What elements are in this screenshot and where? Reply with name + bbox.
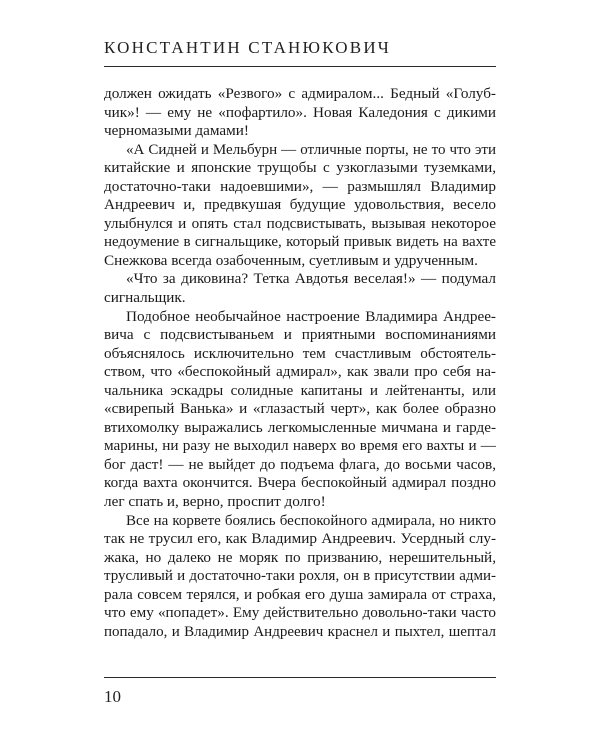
text-line: марины, ни разу не выходил наверх во время его вахты и — bbox=[104, 437, 496, 455]
text-line: недоумение в сигнальщике, который привык видеть на вахте bbox=[104, 234, 496, 251]
text-line: Все на корвете боялись беспокойного адмирала, но никто bbox=[126, 512, 496, 529]
text-line: Подобное необычайное настроение Владимира Андрее- bbox=[126, 307, 496, 325]
text-line: бог даст! — не выйдет до подъема флага, до восьми часов, bbox=[104, 455, 496, 473]
text-line: должен ожидать «Резвого» с адмиралом... Бедный «Голуб- bbox=[104, 85, 496, 102]
text-line: Андреевич и, предвкушая будущие удовольствия, весело bbox=[104, 196, 496, 214]
text-line: трусливый и достаточно-таки рохля, он в присутствии адми- bbox=[104, 568, 496, 585]
text-line: «А Сидней и Мельбурн — отличные порты, не то что эти bbox=[126, 141, 496, 158]
text-line: чик»! — ему не «пофартило». Новая Каледония с дикими bbox=[104, 103, 496, 121]
page-number: 10 bbox=[104, 687, 121, 706]
text-line: китайские и японские трущобы с узкоглазыми туземками, bbox=[104, 159, 496, 177]
text-line: так не трусил его, как Владимир Андреевич. Усердный слу- bbox=[104, 530, 496, 548]
text-line: черномазыми дамами! bbox=[104, 122, 249, 140]
text-line: объяснялось исключительно тем счастливым обстоятель- bbox=[104, 344, 496, 362]
text-line: «Что за диковина? Тетка Авдотья веселая!» — подумал bbox=[126, 270, 496, 288]
text-line: рала совсем терялся, и робкая его душа замирала от страха, bbox=[104, 585, 496, 603]
text-line: ством, что «беспокойный адмирал», как звали про себя на- bbox=[104, 363, 496, 381]
text-line: Снежкова всегда озабоченным, суетливым и удрученным. bbox=[104, 251, 478, 269]
text-line: попадало, и Владимир Андреевич краснел и пыхтел, шептал bbox=[104, 623, 496, 640]
text-line: лег спать и, верно, проспит долго! bbox=[104, 493, 326, 511]
text-line: когда вахта окончится. Вчера беспокойный адмирал поздно bbox=[104, 474, 496, 492]
running-head: КОНСТАНТИН СТАНЮКОВИЧ bbox=[104, 38, 392, 57]
text-line: чальника эскадры солидные капитаны и лейтенанты, или bbox=[104, 381, 496, 399]
text-line: втихомолку выражались легкомысленные мичмана и гарде- bbox=[104, 418, 496, 436]
text-line: жака, но далеко не моряк по призванию, нерешительный, bbox=[104, 548, 496, 566]
footer-rule bbox=[104, 677, 496, 678]
text-line: достаточно-таки надоевшими», — размышлял Владимир bbox=[104, 177, 496, 195]
text-line: «свирепый Ванька» и «глазастый черт», как более образно bbox=[104, 400, 496, 418]
header-rule bbox=[104, 66, 496, 67]
text-line: что ему «попадет». Ему действительно довольно-таки часто bbox=[104, 604, 496, 622]
text-line: сигнальщик. bbox=[104, 289, 186, 307]
text-line: вича с подсвистываньем и приятными воспоминаниями bbox=[104, 326, 496, 344]
body-text bbox=[104, 85, 496, 641]
text-line: улыбнулся и опять стал подсвистывать, вызывая некоторое bbox=[104, 214, 496, 232]
